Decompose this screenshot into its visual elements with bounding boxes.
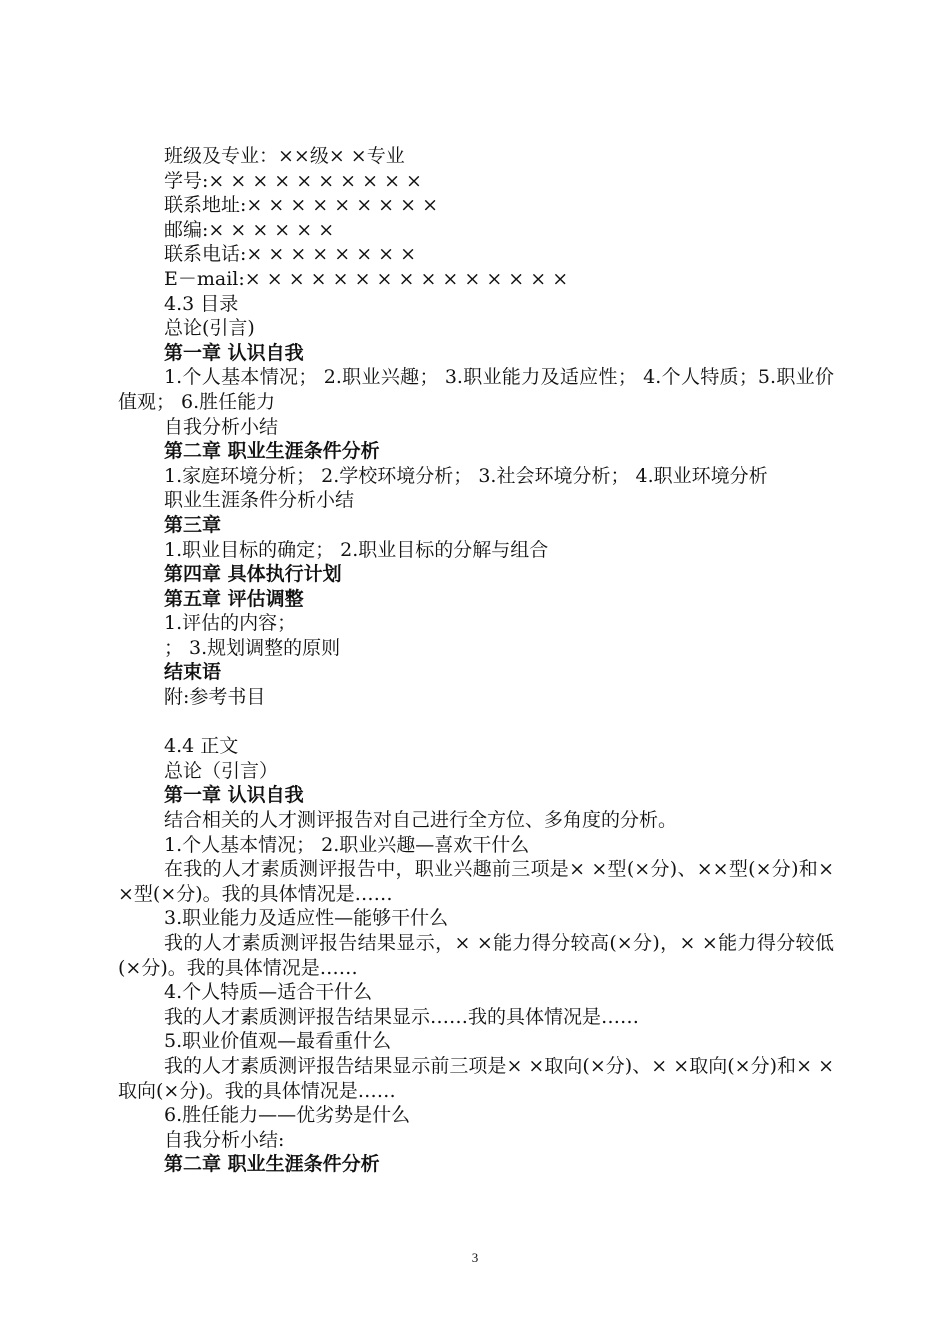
- text-line: 学号:× × × × × × × × × ×: [164, 169, 422, 192]
- document-body: [118, 144, 834, 1177]
- chapter-heading: 第三章: [164, 513, 222, 536]
- chapter-heading: 第二章 职业生涯条件分析: [164, 1153, 380, 1176]
- paragraph: 我的人才素质测评报告结果显示，× ×能力得分较高(×分)，× ×能力得分较低(×分)。我的具体情况是……: [118, 932, 834, 979]
- page-number: 3: [471, 1250, 479, 1265]
- text-line: 6.胜任能力——优劣势是什么: [164, 1104, 411, 1127]
- text-line: 4.3 目录: [164, 292, 239, 315]
- text-line: 结合相关的人才测评报告对自己进行全方位、多角度的分析。: [164, 809, 678, 832]
- text-line: 班级及专业：××级× ×专业: [164, 145, 405, 167]
- text-line: ； 3.规划调整的原则: [164, 636, 341, 659]
- paragraph: 1.家庭环境分析； 2.学校环境分析； 3.社会环境分析； 4.职业环境分析: [164, 464, 768, 487]
- text-line: 邮编:× × × × × ×: [164, 218, 335, 241]
- chapter-heading: 第四章 具体执行计划: [164, 563, 342, 586]
- text-line: 联系地址:× × × × × × × × ×: [164, 194, 438, 217]
- blank-line: [118, 710, 834, 735]
- paragraph: 1.个人基本情况； 2.职业兴趣； 3.职业能力及适应性； 4.个人特质；5.职业价值观； 6.胜任能力: [118, 366, 834, 413]
- chapter-heading: 第一章 认识自我: [164, 784, 304, 807]
- text-line: E－mail:× × × × × × × × × × × × × × ×: [164, 267, 569, 290]
- text-line: 自我分析小结: [164, 415, 279, 438]
- text-line: 5.职业价值观—最看重什么: [164, 1030, 392, 1053]
- chapter-heading: 第一章 认识自我: [164, 341, 304, 364]
- chapter-heading: 结束语: [164, 661, 222, 684]
- text-line: 总论（引言）: [164, 759, 279, 782]
- text-line: 我的人才素质测评报告结果显示……我的具体情况是……: [164, 1005, 640, 1028]
- text-line: 总论(引言): [164, 317, 255, 340]
- text-line: 3.职业能力及适应性—能够干什么: [164, 907, 449, 930]
- chapter-heading: 第五章 评估调整: [164, 587, 304, 610]
- paragraph: 在我的人才素质测评报告中，职业兴趣前三项是× ×型(×分)、××型(×分)和× ×型(×分)。我的具体情况是……: [118, 858, 834, 905]
- text-line: 自我分析小结:: [164, 1128, 285, 1151]
- text-line: 1.个人基本情况； 2.职业兴趣—喜欢干什么: [164, 833, 530, 856]
- chapter-heading: 第二章 职业生涯条件分析: [164, 440, 380, 463]
- text-line: 1.职业目标的确定； 2.职业目标的分解与组合: [164, 538, 549, 561]
- text-line: 附:参考书目: [164, 686, 266, 709]
- text-line: 4.4 正文: [164, 735, 239, 758]
- text-line: 1.评估的内容；: [164, 612, 297, 635]
- text-line: 4.个人特质—适合干什么: [164, 981, 373, 1004]
- text-line: 职业生涯条件分析小结: [164, 489, 355, 512]
- paragraph: 我的人才素质测评报告结果显示前三项是× ×取向(×分)、× ×取向(×分)和× ×取向(×分)。我的具体情况是……: [118, 1054, 834, 1102]
- text-line: 联系电话:× × × × × × × ×: [164, 243, 417, 266]
